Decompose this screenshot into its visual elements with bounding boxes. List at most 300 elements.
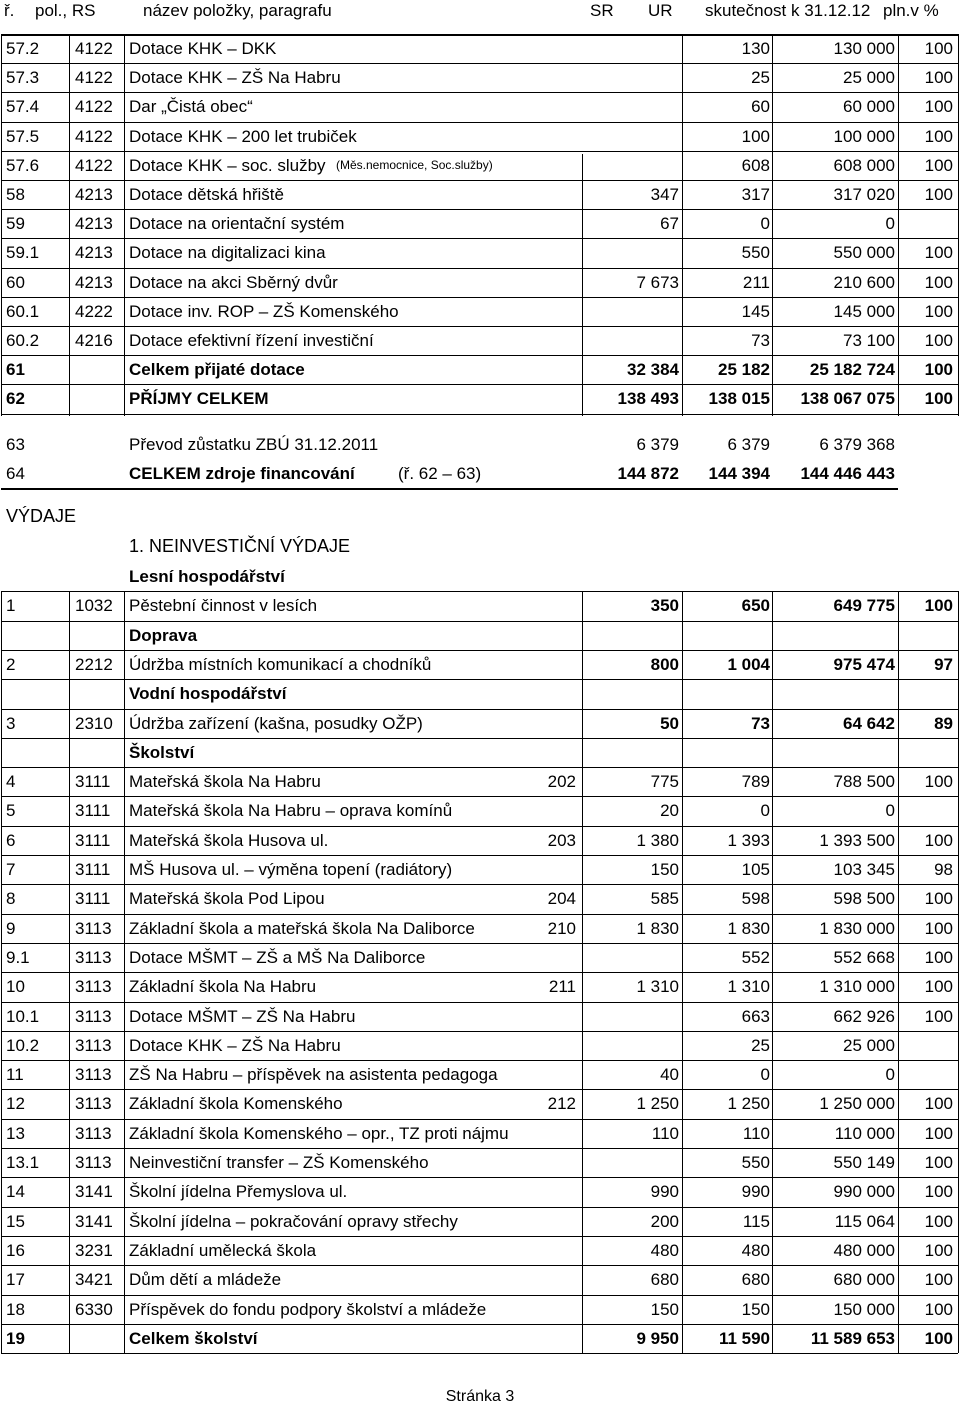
cell-sr: 150 <box>650 860 679 879</box>
cell-ur: 110 <box>742 1123 770 1143</box>
cell-no: 5 <box>6 801 16 821</box>
cell-ur: 650 <box>741 596 770 616</box>
cell-actual: 975 474 <box>833 654 895 674</box>
column-border <box>582 591 583 1353</box>
row-border <box>1 855 958 856</box>
row-border <box>1 1207 958 1208</box>
table-row <box>0 914 960 943</box>
cell-no: 10.1 <box>6 1006 40 1026</box>
cell-pct: 100 <box>924 1153 953 1172</box>
cell-name: Dotace MŠMT – ZŠ Na Habru <box>129 1006 356 1026</box>
category-heading: Vodní hospodářství <box>129 684 287 704</box>
table-row <box>0 621 960 650</box>
row-border <box>1 180 958 181</box>
table-row <box>0 650 960 679</box>
cell-actual: 210 600 <box>833 272 895 292</box>
cell-actual: 1 393 500 <box>819 830 895 850</box>
cell-code: 4122 <box>75 97 113 117</box>
row-border <box>1 1119 958 1120</box>
cell-sr: 680 <box>650 1270 679 1290</box>
cell-no: 19 <box>6 1328 25 1348</box>
table-row <box>0 1324 960 1353</box>
cell-sr: 110 <box>651 1123 679 1143</box>
row-border <box>1 326 958 327</box>
cell-name: Základní škola a mateřská škola Na Daliborce <box>129 918 475 938</box>
cell-ref: 204 <box>547 889 576 909</box>
cell-code: 1032 <box>75 596 113 616</box>
row-border <box>1 1089 958 1090</box>
row-border <box>1 679 958 680</box>
cell-no: 1 <box>6 596 16 616</box>
cell-code: 3113 <box>75 918 112 938</box>
cell-actual: 1 250 000 <box>819 1094 895 1114</box>
cell-name: Dotace KHK – ZŠ Na Habru <box>129 68 341 88</box>
cell-name: Dotace dětská hřiště <box>129 185 284 204</box>
row-border <box>1 1002 958 1003</box>
category-heading: Doprava <box>129 625 198 645</box>
cell-actual: 0 <box>885 801 895 821</box>
cell-name: ZŠ Na Habru – příspěvek na asistenta pedagoga <box>129 1065 498 1085</box>
cell-code: 4122 <box>75 39 113 58</box>
row-border <box>1 1060 958 1061</box>
cell-pct: 100 <box>924 1123 953 1143</box>
cell-no: 16 <box>6 1240 25 1260</box>
table-row <box>0 268 960 297</box>
cell-actual: 680 000 <box>833 1270 895 1290</box>
cell-pct: 100 <box>924 155 953 175</box>
cell-pct: 100 <box>924 68 953 88</box>
cell-name: MŠ Husova ul. – výměna topení (radiátory) <box>129 860 453 879</box>
cell-name: Dotace KHK – ZŠ Na Habru <box>129 1035 341 1055</box>
cell-actual: 60 000 <box>843 97 895 117</box>
cell-actual: 138 067 075 <box>800 389 895 409</box>
column-border <box>772 591 773 1353</box>
column-border <box>124 34 125 416</box>
cell-ur: 211 <box>742 272 770 292</box>
cell-name: Pěstební činnost v lesích <box>129 596 318 616</box>
cell-ur: 1 250 <box>727 1094 770 1114</box>
cell-ur: 60 <box>751 97 770 117</box>
cell-name: Dotace efektivní řízení investiční <box>129 331 374 350</box>
cell-actual: 115 064 <box>834 1211 895 1231</box>
column-border <box>958 34 959 416</box>
row-border <box>1 34 958 36</box>
cell-actual: 100 000 <box>833 126 895 146</box>
table-row <box>0 1060 960 1089</box>
cell-ur: 1 310 <box>727 977 770 997</box>
cell-name: Dotace MŠMT – ZŠ a MŠ Na Daliborce <box>129 947 426 967</box>
expenses-title <box>0 502 960 531</box>
row-border <box>1 238 958 239</box>
row-border <box>1 63 958 64</box>
cell-sr: 40 <box>660 1065 679 1085</box>
column-border <box>124 591 125 1353</box>
cell-ref: 212 <box>547 1094 576 1114</box>
cell-sr: 9 950 <box>636 1328 679 1348</box>
table-row <box>0 92 960 121</box>
category-heading: Školství <box>129 742 195 762</box>
cell-pct: 100 <box>924 389 953 409</box>
cell-ur: 25 <box>751 68 770 88</box>
cell-no: 58 <box>6 185 25 204</box>
cell-ur: 663 <box>741 1006 770 1026</box>
cell-actual: 144 446 443 <box>800 464 895 483</box>
cell-actual: 608 000 <box>833 155 895 175</box>
cell-name: Dar „Čistá obec“ <box>129 97 253 117</box>
cell-code: 4213 <box>75 243 113 263</box>
cell-sr: 32 384 <box>627 360 679 380</box>
row-border <box>1 488 898 490</box>
cell-actual: 550 000 <box>833 243 895 263</box>
cell-code: 3421 <box>75 1270 113 1290</box>
cell-actual: 0 <box>885 214 895 234</box>
cell-name: Údržba zařízení (kašna, posudky OŽP) <box>129 713 423 733</box>
cell-code: 4213 <box>75 272 113 292</box>
table-row <box>0 238 960 267</box>
table-row <box>0 384 960 413</box>
row-border <box>1 1295 958 1296</box>
cell-ur: 130 <box>741 39 770 58</box>
cell-code: 4213 <box>75 185 113 204</box>
cell-pct: 98 <box>934 860 953 879</box>
cell-ur: 100 <box>741 126 770 146</box>
cell-actual: 73 100 <box>843 331 895 350</box>
cell-no: 2 <box>6 654 16 674</box>
table-row <box>0 1148 960 1177</box>
cell-pct: 89 <box>934 713 953 733</box>
row-border <box>1 355 958 356</box>
cell-name: Mateřská škola Pod Lipou <box>129 889 325 909</box>
cell-no: 10 <box>6 977 25 997</box>
cell-code: 3141 <box>75 1211 113 1231</box>
cell-name: Základní umělecká škola <box>129 1240 317 1260</box>
cell-pct: 100 <box>924 977 953 997</box>
header-row-no: ř. <box>4 1 15 20</box>
cell-sr: 350 <box>650 596 679 616</box>
cell-actual: 552 668 <box>833 947 895 967</box>
header-sr: SR <box>590 1 614 20</box>
cell-pct: 100 <box>924 97 953 117</box>
row-border <box>1 1236 958 1237</box>
table-header <box>0 0 960 24</box>
column-border <box>582 154 583 416</box>
cell-no: 3 <box>6 713 16 733</box>
cell-sr: 1 310 <box>636 977 679 997</box>
cell-sr: 347 <box>650 185 679 204</box>
table-row <box>0 679 960 708</box>
cell-sr: 50 <box>660 713 679 733</box>
table-row <box>0 796 960 825</box>
row-border <box>1 650 958 651</box>
row-border <box>1 884 958 885</box>
column-border <box>898 591 899 1353</box>
cell-no: 13 <box>6 1123 25 1143</box>
cell-ur: 1 004 <box>727 654 770 674</box>
row-border <box>1 591 958 592</box>
category-heading: Lesní hospodářství <box>129 567 285 586</box>
cell-actual: 550 149 <box>833 1153 895 1172</box>
cell-code: 3113 <box>75 947 112 967</box>
cell-actual: 145 000 <box>833 301 895 321</box>
cell-actual: 480 000 <box>833 1240 895 1260</box>
cell-name: Školní jídelna – pokračování opravy střechy <box>129 1211 458 1231</box>
cell-pct: 100 <box>924 889 953 909</box>
row-border <box>1 384 958 385</box>
cell-ur: 144 394 <box>708 464 770 483</box>
cell-code: 3111 <box>75 772 111 792</box>
cell-sr: 480 <box>650 1240 679 1260</box>
table-row <box>0 826 960 855</box>
cell-pct: 100 <box>924 301 953 321</box>
cell-pct: 100 <box>924 1006 953 1026</box>
cell-ur: 105 <box>741 860 770 879</box>
cell-code: 3113 <box>75 977 112 997</box>
cell-code: 2310 <box>75 713 113 733</box>
cell-no: 63 <box>6 435 25 454</box>
cell-no: 60.2 <box>6 331 40 350</box>
cell-code: 2212 <box>75 654 113 674</box>
cell-code: 3111 <box>75 801 111 821</box>
cell-actual: 64 642 <box>843 713 895 733</box>
cell-actual: 25 000 <box>843 68 895 88</box>
cell-pct: 100 <box>924 1270 953 1290</box>
cell-code: 4213 <box>75 214 113 234</box>
row-border <box>1 796 958 797</box>
cell-sr: 150 <box>650 1299 679 1319</box>
cell-code: 3113 <box>75 1065 112 1085</box>
cell-ur: 138 015 <box>708 389 770 409</box>
column-border <box>1 591 2 1353</box>
cell-pct: 100 <box>924 360 953 380</box>
cell-no: 6 <box>6 830 16 850</box>
cell-pct: 100 <box>924 772 953 792</box>
cell-no: 60.1 <box>6 301 40 321</box>
table-row <box>0 34 960 63</box>
cell-name: Dotace KHK – 200 let trubiček <box>129 126 357 146</box>
cell-name: Dotace KHK – DKK <box>129 39 277 58</box>
table-row <box>0 1002 960 1031</box>
header-name: název položky, paragrafu <box>143 1 332 20</box>
table-row <box>0 1119 960 1148</box>
cell-sr: 585 <box>650 889 679 909</box>
table-row <box>0 355 960 384</box>
cell-no: 57.4 <box>6 97 40 117</box>
cell-pct: 100 <box>924 1094 953 1114</box>
table-row <box>0 63 960 92</box>
cell-ur: 1 830 <box>727 918 770 938</box>
cell-sr: 138 493 <box>617 389 679 409</box>
column-border <box>69 34 70 416</box>
cell-name: Mateřská škola Husova ul. <box>129 830 329 850</box>
row-border <box>1 972 958 973</box>
header-ur: UR <box>648 1 673 20</box>
table-row <box>0 855 960 884</box>
cell-no: 61 <box>6 360 25 380</box>
expenses-title-text: VÝDAJE <box>6 506 77 526</box>
table-row <box>0 1207 960 1236</box>
cell-ur: 0 <box>760 801 770 821</box>
cell-pct: 97 <box>934 654 953 674</box>
row-border <box>1 914 958 915</box>
cell-no: 9 <box>6 918 16 938</box>
row-border <box>1 1177 958 1178</box>
cell-pct: 100 <box>924 39 953 58</box>
table-row <box>0 943 960 972</box>
cell-pct: 100 <box>924 185 953 204</box>
cell-name: PŘÍJMY CELKEM <box>129 389 269 409</box>
cell-name: Celkem školství <box>129 1328 258 1348</box>
cell-ur: 0 <box>760 1065 770 1085</box>
cell-actual: 0 <box>885 1065 895 1085</box>
cell-pct: 100 <box>924 126 953 146</box>
cell-code: 3113 <box>75 1006 112 1026</box>
table-row <box>0 1089 960 1118</box>
table-row <box>0 459 960 488</box>
cell-sr: 775 <box>650 772 679 792</box>
cell-ur: 317 <box>741 185 770 204</box>
column-border <box>772 34 773 416</box>
cell-code: 6330 <box>75 1299 113 1319</box>
cell-code: 3231 <box>75 1240 113 1260</box>
cell-sr: 200 <box>650 1211 679 1231</box>
table-row <box>0 738 960 767</box>
cell-ur: 480 <box>741 1240 770 1260</box>
row-border <box>1 621 958 622</box>
cell-no: 12 <box>6 1094 25 1114</box>
cell-sr: 990 <box>650 1182 679 1202</box>
cell-actual: 25 182 724 <box>809 360 895 380</box>
cell-no: 57.6 <box>6 155 40 175</box>
row-border <box>1 943 958 944</box>
cell-no: 18 <box>6 1299 25 1319</box>
column-border <box>898 34 899 416</box>
cell-no: 4 <box>6 772 16 792</box>
cell-pct: 100 <box>924 830 953 850</box>
row-border <box>1 1324 958 1325</box>
cell-code: 4216 <box>75 331 113 350</box>
cell-actual: 649 775 <box>833 596 895 616</box>
table-row <box>0 1236 960 1265</box>
cell-no: 11 <box>6 1065 24 1085</box>
cell-no: 59 <box>6 214 25 234</box>
cell-name: Mateřská škola Na Habru – oprava komínů <box>129 801 453 821</box>
cell-no: 17 <box>6 1270 25 1290</box>
cell-name: Neinvestiční transfer – ZŠ Komenského <box>129 1153 429 1172</box>
cell-name: Mateřská škola Na Habru <box>129 772 321 792</box>
header-actual: skutečnost k 31.12.12 <box>705 1 871 20</box>
cell-name: Základní škola Na Habru <box>129 977 317 997</box>
cell-no: 9.1 <box>6 947 30 967</box>
cell-no: 57.3 <box>6 68 40 88</box>
header-pct: pln.v % <box>883 1 939 20</box>
cell-ref: 203 <box>547 830 576 850</box>
cell-actual: 598 500 <box>833 889 895 909</box>
cell-sr: 800 <box>650 654 679 674</box>
column-border <box>69 591 70 1353</box>
cell-name: Dotace na orientační systém <box>129 214 345 234</box>
table-row <box>0 884 960 913</box>
cell-actual: 662 926 <box>833 1006 895 1026</box>
cell-pct: 100 <box>924 1240 953 1260</box>
cell-no: 60 <box>6 272 25 292</box>
cell-no: 15 <box>6 1211 25 1231</box>
cell-pct: 100 <box>924 243 953 263</box>
cell-name: Dotace KHK – soc. služby <box>129 155 326 175</box>
table-row <box>0 591 960 620</box>
cell-code: 3111 <box>75 860 111 879</box>
cell-ur: 990 <box>741 1182 770 1202</box>
cell-note: (ř. 62 – 63) <box>398 464 482 483</box>
table-row <box>0 972 960 1001</box>
cell-ref: 210 <box>547 918 576 938</box>
cell-ur: 73 <box>751 713 770 733</box>
expenses-section-heading <box>0 532 960 561</box>
row-border <box>1 414 958 415</box>
cell-ur: 25 182 <box>718 360 770 380</box>
column-border <box>682 591 683 1353</box>
cell-no: 64 <box>6 464 25 483</box>
column-border <box>682 34 683 416</box>
table-row <box>0 326 960 355</box>
cell-actual: 11 589 653 <box>810 1328 895 1348</box>
cell-no: 7 <box>6 860 16 879</box>
row-border <box>1 767 958 768</box>
cell-pct: 100 <box>924 596 953 616</box>
cell-ur: 608 <box>741 155 770 175</box>
cell-no: 10.2 <box>6 1035 40 1055</box>
cell-actual: 788 500 <box>833 772 895 792</box>
cell-actual: 103 345 <box>833 860 895 879</box>
cell-sr: 1 380 <box>636 830 679 850</box>
cell-name: Údržba místních komunikací a chodníků <box>129 654 432 674</box>
row-border <box>1 826 958 827</box>
cell-ur: 598 <box>741 889 770 909</box>
cell-ref: 202 <box>547 772 576 792</box>
table-row <box>0 209 960 238</box>
cell-no: 62 <box>6 389 25 409</box>
table-row <box>0 1295 960 1324</box>
cell-code: 3111 <box>75 830 111 850</box>
cell-sr: 6 379 <box>636 435 679 454</box>
cell-ref: 211 <box>548 977 576 997</box>
cell-ur: 1 393 <box>727 830 770 850</box>
cell-sr: 67 <box>660 214 679 234</box>
table-row <box>0 151 960 180</box>
row-border <box>1 297 958 298</box>
cell-code: 4122 <box>75 68 113 88</box>
cell-sr: 1 830 <box>636 918 679 938</box>
cell-pct: 100 <box>924 947 953 967</box>
cell-pct: 100 <box>924 1299 953 1319</box>
cell-name: Převod zůstatku ZBÚ 31.12.2011 <box>129 435 379 454</box>
cell-ur: 145 <box>741 301 770 321</box>
cell-pct: 100 <box>924 1211 953 1231</box>
cell-sr: 20 <box>660 801 679 821</box>
cell-pct: 100 <box>924 272 953 292</box>
header-pol-rs: pol., RS <box>35 1 96 20</box>
cell-code: 4222 <box>75 301 113 321</box>
cell-no: 13.1 <box>6 1153 40 1172</box>
cell-code: 3113 <box>75 1123 112 1143</box>
cell-ur: 25 <box>751 1035 770 1055</box>
cell-ur: 11 590 <box>718 1328 770 1348</box>
cell-note: (Měs.nemocnice, Soc.služby) <box>336 157 493 172</box>
cell-no: 59.1 <box>6 243 40 263</box>
row-border <box>1 151 958 152</box>
cell-name: Školní jídelna Přemyslova ul. <box>129 1182 348 1202</box>
section-heading-text: 1. NEINVESTIČNÍ VÝDAJE <box>129 536 351 556</box>
cell-actual: 150 000 <box>833 1299 895 1319</box>
